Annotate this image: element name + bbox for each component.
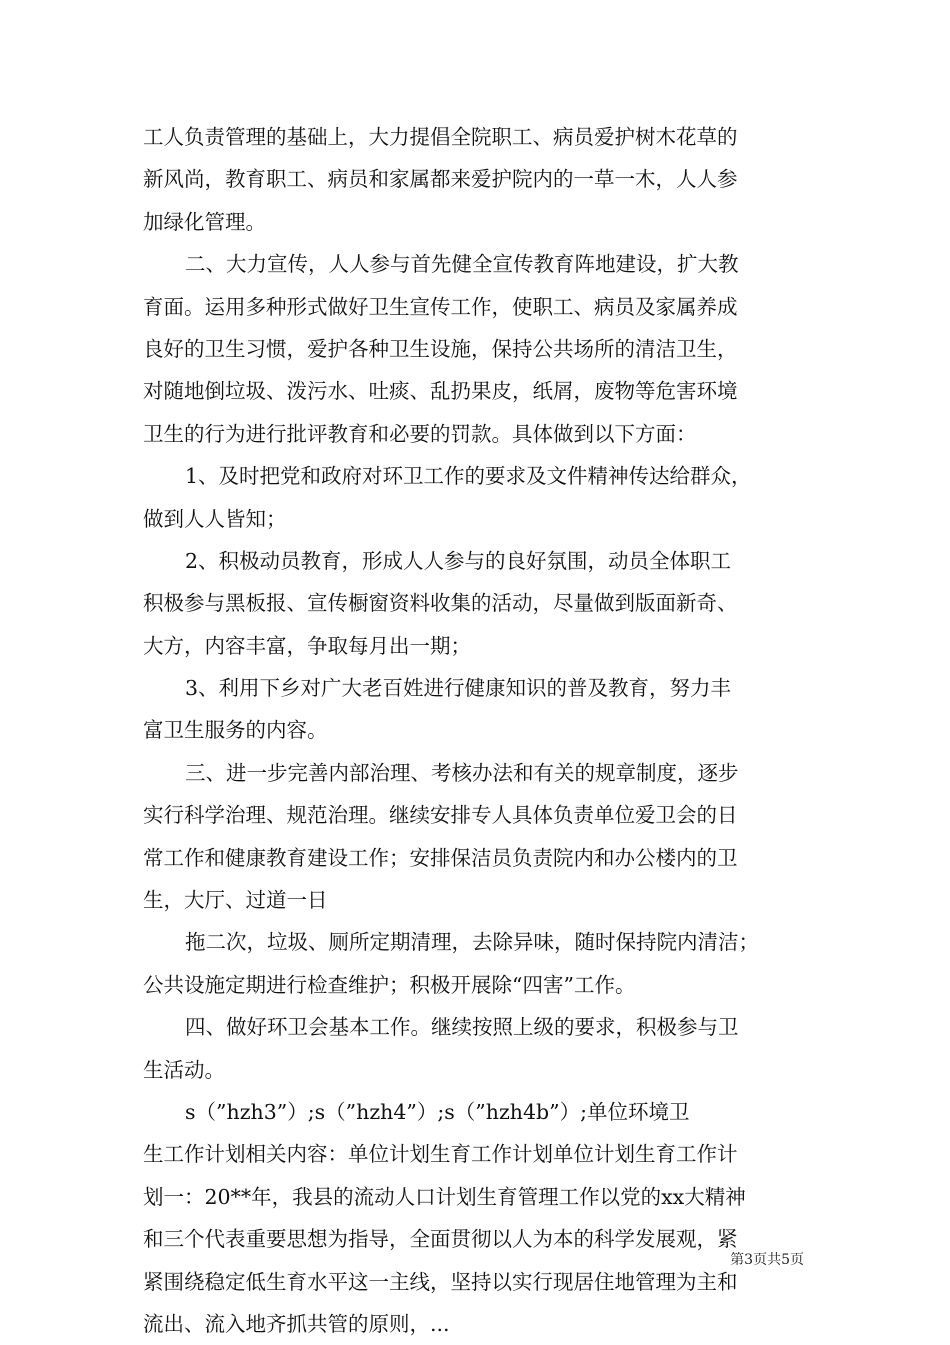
text-line: 卫生的行为进行批评教育和必要的罚款。具体做到以下方面： [143, 421, 697, 446]
text-line: 1、及时把党和政府对环卫工作的要求及文件精神传达给群众， [185, 464, 752, 489]
text-line: 富卫生服务的内容。 [143, 718, 328, 743]
text-line: 二、大力宣传，人人参与首先健全宣传教育阵地建设，扩大教 [185, 252, 739, 277]
text-line: 加绿化管理。 [143, 209, 266, 234]
text-line: 和三个代表重要思想为指导，全面贯彻以人为本的科学发展观，紧 [143, 1227, 738, 1252]
text-line: 3、利用下乡对广大老百姓进行健康知识的普及教育，努力丰 [185, 676, 732, 701]
text-line: 生工作计划相关内容：单位计划生育工作计划单位计划生育工作计 [143, 1142, 738, 1167]
text-line: 流出、流入地齐抓共管的原则，... [143, 1311, 450, 1336]
text-line: 工人负责管理的基础上，大力提倡全院职工、病员爱护树木花草的 [143, 125, 738, 149]
text-line: 划一：20**年，我县的流动人口计划生育管理工作以党的xx大精神 [143, 1184, 746, 1209]
page-number: 第3页共5页 [730, 1252, 804, 1268]
text-line: 2、积极动员教育，形成人人参与的良好氛围，动员全体职工 [185, 548, 732, 573]
text-line: 拖二次，垃圾、厕所定期清理，去除异味，随时保持院内清洁； [185, 930, 759, 955]
text-line: 做到人人皆知； [143, 506, 287, 531]
text-line: 常工作和健康教育建设工作；安排保洁员负责院内和办公楼内的卫 [143, 845, 738, 870]
text-line: 四、做好环卫会基本工作。继续按照上级的要求，积极参与卫 [185, 1015, 739, 1040]
text-line: 公共设施定期进行检查维护；积极开展除“四害”工作。 [143, 972, 636, 997]
text-line: 生活动。 [143, 1057, 225, 1082]
text-line: 良好的卫生习惯，爱护各种卫生设施，保持公共场所的清洁卫生， [143, 336, 738, 361]
text-line: 紧围绕稳定低生育水平这一主线，坚持以实行现居住地管理为主和 [143, 1269, 738, 1294]
text-line: 对随地倒垃圾、泼污水、吐痰、乱扔果皮，纸屑，废物等危害环境 [143, 379, 738, 404]
text-line: 三、进一步完善内部治理、考核办法和有关的规章制度，逐步 [185, 760, 739, 785]
text-line: s（”hzh3”）;s（”hzh4”）;s（”hzh4b”）;单位环境卫 [185, 1099, 690, 1124]
text-line: 育面。运用多种形式做好卫生宣传工作，使职工、病员及家属养成 [143, 294, 738, 319]
document-body [143, 116, 823, 1345]
text-line: 新风尚，教育职工、病员和家属都来爱护院内的一草一木，人人参 [143, 167, 738, 192]
text-line: 生，大厅、过道一日 [143, 888, 328, 913]
text-line: 实行科学治理、规范治理。继续安排专人具体负责单位爱卫会的日 [143, 803, 738, 828]
text-line: 积极参与黑板报、宣传橱窗资料收集的活动，尽量做到版面新奇、 [143, 591, 738, 616]
text-line: 大方，内容丰富，争取每月出一期； [143, 633, 471, 658]
